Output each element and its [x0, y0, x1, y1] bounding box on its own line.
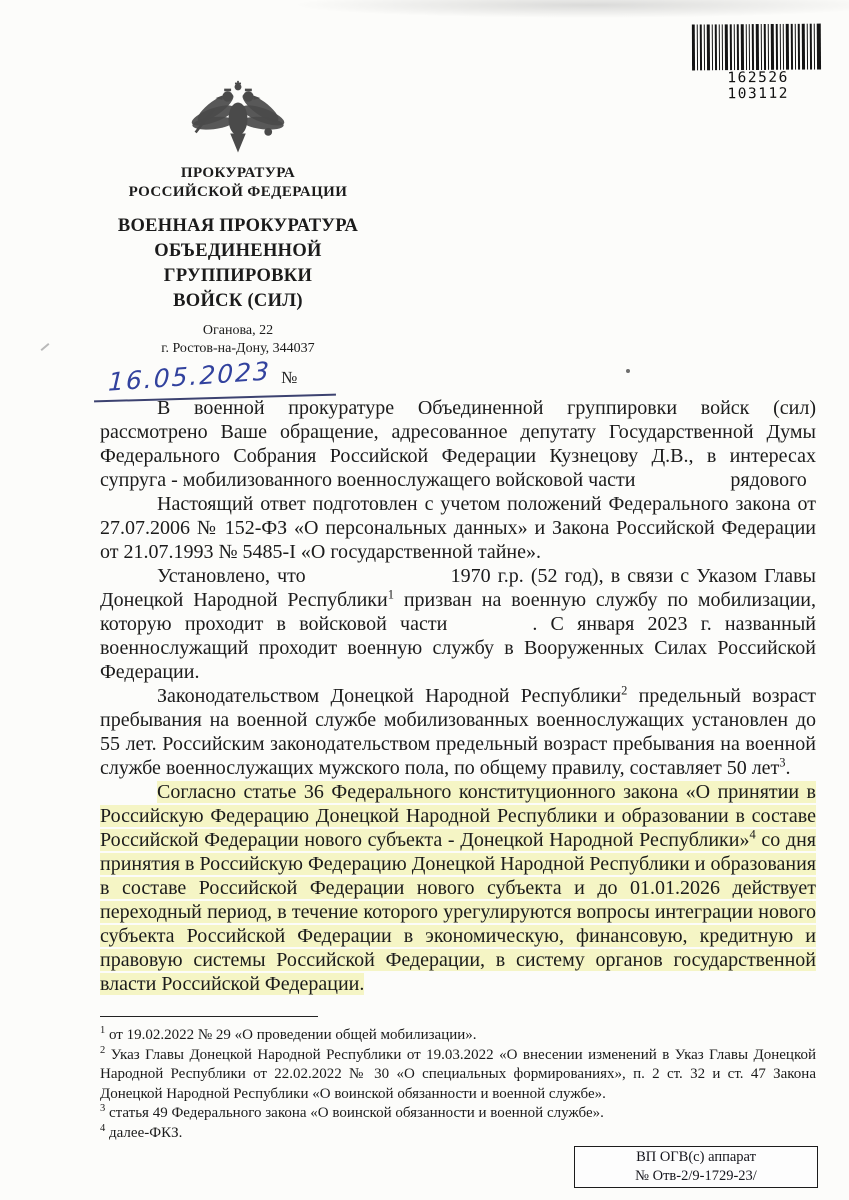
- org-name-main-line-1: ВОЕННАЯ ПРОКУРАТУРА: [117, 216, 359, 236]
- paragraph-legal-basis-text: Настоящий ответ подготовлен с учетом положений Федерального закона от 27.07.2006 № 152-ФЗ «О персональных данных» и Закона Российской Федерации от 21.07.1993 № 5485-I «О государственной тайне».: [100, 493, 816, 563]
- footnote-ref-3: 3: [779, 755, 786, 770]
- transition-text-1: Согласно статье 36 Федерального конституционного закона «О принятии в Российскую Федерацию Донецкой Народной Республики и образовании в составе Российской Федерации нового субъекта - Донецкой Народной Республики»: [100, 781, 816, 851]
- footnote-1: [100, 1026, 816, 1046]
- paragraph-established: [100, 564, 816, 684]
- age-limits-text-3: .: [785, 757, 791, 779]
- established-lead: Установлено, что: [157, 565, 306, 587]
- established-text-3: . С января 2023 г. названный военнослужащий проходит военную службу в Вооруженных Силах Российской Федерации.: [100, 613, 817, 683]
- paragraph-transition-period: [100, 780, 816, 996]
- footnote-1-marker: 1: [100, 1025, 106, 1036]
- footnote-4-text: далее-ФКЗ.: [105, 1124, 183, 1141]
- paragraph-intro: [100, 396, 816, 492]
- redacted-blank: [306, 581, 451, 582]
- scan-speck: [626, 369, 630, 373]
- scan-smudge: [290, 0, 849, 18]
- footnote-3-marker: 3: [100, 1103, 106, 1114]
- address-line-1: Оганова, 22: [202, 323, 274, 338]
- stamp-unit-line: ВП ОГВ(с) аппарат: [636, 1149, 756, 1165]
- org-name-main-line-2: ОБЪЕДИНЕННОЙ: [154, 241, 322, 261]
- footnote-ref-4: 4: [749, 827, 756, 842]
- footnote-separator: [100, 1016, 318, 1017]
- footnote-3: [100, 1104, 816, 1124]
- age-limits-text-1: Законодательством Донецкой Народной Республики: [157, 685, 622, 707]
- footnote-2-marker: 2: [100, 1044, 106, 1056]
- footnote-3-text: статья 49 Федерального закона «О воинской обязанности и военной службе».: [105, 1105, 604, 1121]
- letterhead: [92, 80, 384, 404]
- footnote-4: [100, 1124, 816, 1144]
- registration-stamp-box: [574, 1146, 818, 1188]
- paragraph-age-limits: [100, 684, 816, 780]
- letter-body: [100, 396, 816, 996]
- org-name-top-line-2: РОССИЙСКОЙ ФЕДЕРАЦИИ: [128, 184, 348, 200]
- paragraph-intro-rank: рядового: [730, 469, 807, 491]
- coat-of-arms-eagle-icon: [186, 80, 290, 156]
- footnote-2-text: Указ Главы Донецкой Народной Республики от 19.03.2022 «О внесении изменений в Указ Главы Донецкой Народной Республики от 22.02.2022 № 30 «О специальных формированиях», п. 2 ст. 32 и ст. 47 Закона Донецкой Народной Республики «О воинской обязанности и военной службе».: [100, 1046, 816, 1102]
- number-sign: №: [281, 368, 298, 387]
- handwritten-date: 16.05.2023: [107, 356, 272, 397]
- redacted-blank: [447, 629, 532, 630]
- org-name-main-line-3: ГРУППИРОВКИ: [163, 266, 313, 286]
- highlighted-passage: [100, 781, 816, 995]
- established-text-2: призван на военную службу по мобилизации, которую проходит в войсковой части: [100, 589, 816, 635]
- footnote-ref-1: 1: [387, 587, 394, 602]
- paragraph-legal-basis: [100, 492, 816, 564]
- org-name-top-line-1: ПРОКУРАТУРА: [180, 165, 296, 181]
- stamp-number-line: № Отв-2/9-1729-23/: [635, 1168, 757, 1184]
- redacted-blank: [635, 485, 730, 486]
- established-text-1: 1970 г.р. (52 год), в связи с Указом Главы Донецкой Народной Республики: [100, 565, 816, 611]
- barcode-bars: [692, 24, 824, 71]
- footnote-ref-2: 2: [621, 683, 628, 698]
- footnote-2: [100, 1046, 816, 1105]
- barcode-number: 162526 103112: [727, 69, 789, 103]
- footnotes: [100, 1016, 816, 1143]
- footnote-1-text: от 19.02.2022 № 29 «О проведении общей мобилизации».: [105, 1027, 477, 1043]
- footnote-4-marker: 4: [100, 1122, 106, 1134]
- pencil-mark: [41, 343, 50, 351]
- address-line-2: г. Ростов-на-Дону, 344037: [161, 341, 315, 356]
- paragraph-intro-text: В военной прокуратуре Объединенной группировки войск (сил) рассмотрено Ваше обращение, адресованное депутату Государственной Думы Федерального Собрания Российской Федерации Кузнецову Д.В., в интересах супруга - мобилизованного военнослужащего войсковой части: [100, 397, 816, 491]
- transition-text-2: со дня принятия в Российскую Федерацию Донецкой Народной Республики и образования в составе Российской Федерации нового субъекта и до 01.01.2026 действует переходный период, в течение которого урегулируются вопросы интеграции нового субъекта Российской Федерации в экономическую, финансовую, кредитную и правовую системы Российской Федерации, в систему органов государственной власти Российской Федерации.: [100, 829, 816, 995]
- org-name-main-line-4: ВОЙСК (СИЛ): [173, 291, 303, 311]
- barcode: [692, 24, 825, 103]
- age-limits-text-2: предельный возраст пребывания на военной службе мобилизованных военнослужащих установлен до 55 лет. Российским законодательством предельный возраст пребывания на военной службе военнослужащих мужского пола, по общему правилу, составляет 50 лет: [100, 685, 816, 779]
